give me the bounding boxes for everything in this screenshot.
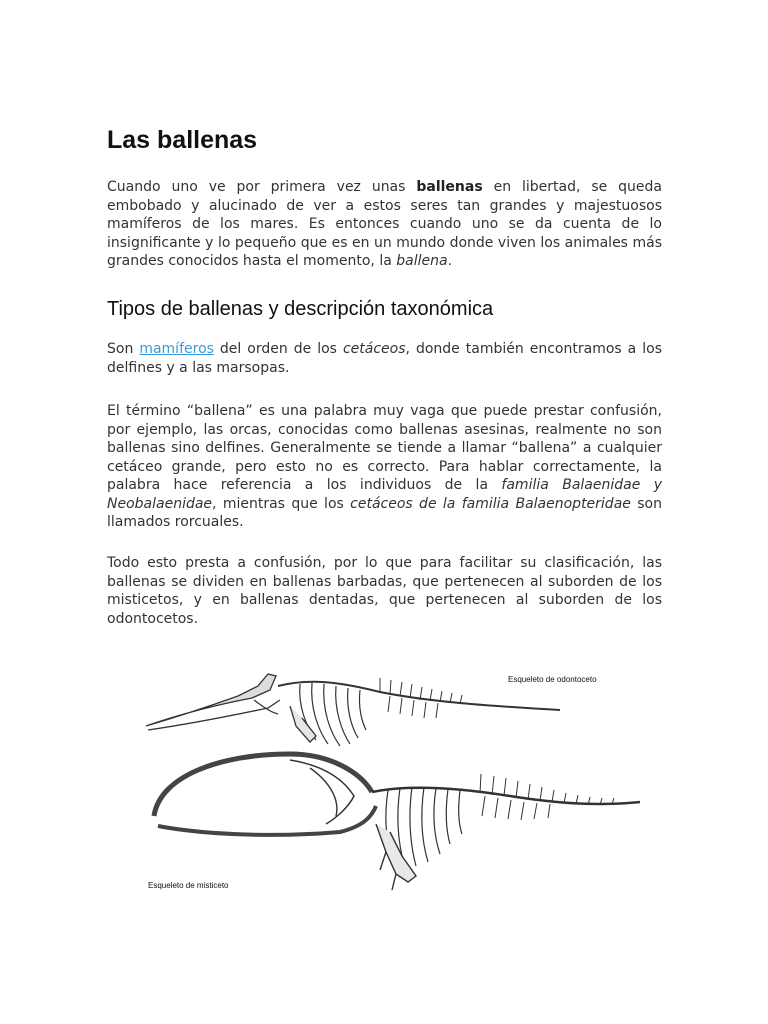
paragraph-mamiferos: Son mamíferos del orden de los cetáceos, donde también encontramos a los delfines y a las marsopas. — [107, 341, 662, 376]
section-title: Tipos de ballenas y descripción taxonómica — [107, 298, 494, 320]
bold-term-ballenas: ballenas — [416, 179, 483, 195]
odontocete-skeleton — [146, 674, 560, 746]
italic-term-ballena: ballena — [396, 253, 448, 269]
link-mamiferos[interactable]: mamíferos — [139, 341, 214, 357]
caption-odontocete: Esqueleto de odontoceto — [508, 675, 597, 684]
paragraph-clasificacion: Todo esto presta a confusión, por lo que para facilitar su clasificación, las ballenas se dividen en ballenas barbadas, que pertenecen al suborden de los misticetos, y en ballenas dentadas, que pertenecen al suborden de los odontocetos. — [107, 555, 662, 627]
caption-mysticete: Esqueleto de misticeto — [148, 881, 229, 890]
page-title: Las ballenas — [107, 126, 258, 154]
whale-skeleton-figure — [140, 656, 645, 906]
skeleton-illustration — [140, 656, 645, 906]
mysticete-skeleton — [154, 754, 640, 890]
paragraph-termino-ballena: El término “ballena” es una palabra muy vaga que puede prestar confusión, por ejemplo, las orcas, conocidas como ballenas asesinas, realmente no son ballenas sino delfines. Generalmente se tiende a llamar “ballena” a cualquier cetáceo grande, pero esto no es correcto. Para hablar correctamente, la palabra hace referencia a los individuos de la familia Balaenidae y Neobalaenidae, mientras que los cetáceos de la familia Balaenopteridae son llamados rorcuales. — [107, 403, 662, 530]
intro-paragraph: Cuando uno ve por primera vez unas ballenas en libertad, se queda embobado y alucinado de ver a estos seres tan grandes y majestuosos mamíferos de los mares. Es entonces cuando uno se da cuenta de lo insignificante y lo pequeño que es en un mundo donde viven los animales más grandes conocidos hasta el momento, la ballena. — [107, 179, 662, 269]
